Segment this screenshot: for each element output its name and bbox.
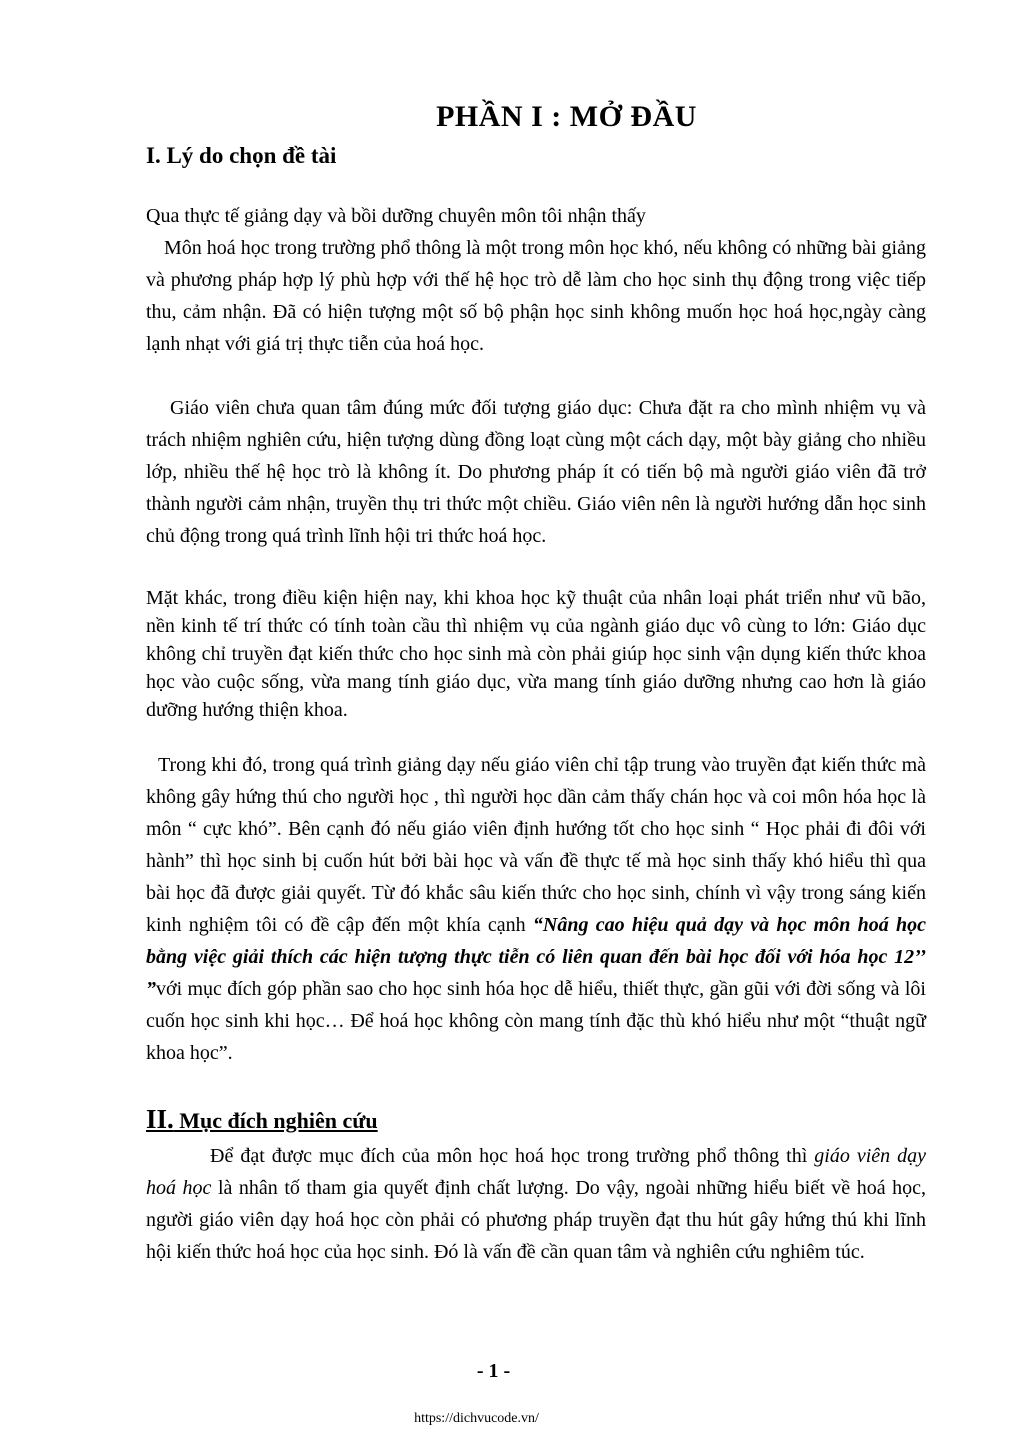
paragraph-4-emphasis: “Nâng cao hiệu quả dạy và học môn hoá học bằng việc giải thích các hiện tượng thực tiễn có liên quan đến bài học đối với hóa học 12’’ ”	[146, 914, 926, 1000]
footer-url: https://dichvucode.vn/	[414, 1411, 539, 1426]
paragraph-1: Môn hoá học trong trường phổ thông là một trong môn học khó, nếu không có những bài giảng và phương pháp hợp lý phù hợp với thế hệ học trò dễ làm cho học sinh thụ động trong việc tiếp thu, cảm nhận. Đã có hiện tượng một số bộ phận học sinh không muốn học hoá học,ngày càng lạnh nhạt với giá trị thực tiễn của hoá học.	[146, 237, 926, 355]
paragraph-5	[146, 1140, 926, 1268]
section2-heading	[146, 1104, 378, 1135]
section1-heading: I. Lý do chọn đề tài	[146, 143, 337, 168]
paragraph-4-text: Trong khi đó, trong quá trình giảng dạy nếu giáo viên chỉ tập trung vào truyền đạt kiến thức mà không gây hứng thú cho người học , thì người học dần cảm thấy chán học và coi môn hóa học là môn “ cực khó”. Bên cạnh đó nếu giáo viên định hướng tốt cho học sinh “ Học phải đi đôi với hành” thì học sinh bị cuốn hút bởi bài học và vấn đề thực tế mà học sinh thấy khó hiểu thì qua bài học đã được giải quyết. Từ đó khắc sâu kiến thức cho học sinh, chính vì vậy trong sáng kiến kinh nghiệm tôi có đề cập đến một khía cạnh	[146, 754, 926, 936]
paragraph-5-text: Để đạt được mục đích của môn học hoá học trong trường phổ thông thì	[210, 1145, 815, 1167]
paragraph-3: Mặt khác, trong điều kiện hiện nay, khi khoa học kỹ thuật của nhân loại phát triển như vũ bão, nền kinh tế trí thức có tính toàn cầu thì nhiệm vụ của ngành giáo dục vô cùng to lớn: Giáo dục không chỉ truyền đạt kiến thức cho học sinh mà còn phải giúp học sinh vận dụng kiến thức khoa học vào cuộc sống, vừa mang tính giáo dục, vừa mang tính giáo dưỡng nhưng cao hơn là giáo dưỡng hướng thiện khoa.	[146, 587, 926, 721]
paragraph-4	[146, 749, 926, 1069]
paragraph-2: Giáo viên chưa quan tâm đúng mức đối tượng giáo dục: Chưa đặt ra cho mình nhiệm vụ và trách nhiệm nghiên cứu, hiện tượng dùng đồng loạt cùng một cách dạy, một bày giảng cho nhiều lớp, nhiều thế hệ học trò là không ít. Do phương pháp ít có tiến bộ mà người giáo viên đã trở thành người cảm nhận, truyền thụ tri thức một chiều. Giáo viên nên là người hướng dẫn học sinh chủ động trong quá trình lĩnh hội tri thức hoá học.	[146, 397, 926, 547]
paragraph-5-end: là nhân tố tham gia quyết định chất lượng. Do vậy, ngoài những hiểu biết về hoá học, người giáo viên dạy hoá học còn phải có phương pháp truyền đạt thu hút gây hứng thú khi lĩnh hội kiến thức hoá học của học sinh. Đó là vấn đề cần quan tâm và nghiên cứu nghiêm túc.	[146, 1177, 926, 1263]
section2-title: Mục đích nghiên cứu	[173, 1108, 378, 1133]
paragraph-4-end: với mục đích góp phần sao cho học sinh hóa học dễ hiểu, thiết thực, gần gũi với đời sống và lôi cuốn học sinh khi học… Để hoá học không còn mang tính đặc thù khó hiểu như một “thuật ngữ khoa học”.	[146, 978, 926, 1064]
intro-paragraph: Qua thực tế giảng dạy và bồi dưỡng chuyên môn tôi nhận thấy	[146, 205, 646, 227]
section2-number: II.	[146, 1104, 174, 1134]
page-title: PHẦN I : MỞ ĐẦU	[436, 100, 697, 133]
paragraph-5-italic: giáo viên dạy hoá học	[146, 1145, 926, 1199]
page-number: - 1 -	[476, 1360, 511, 1382]
